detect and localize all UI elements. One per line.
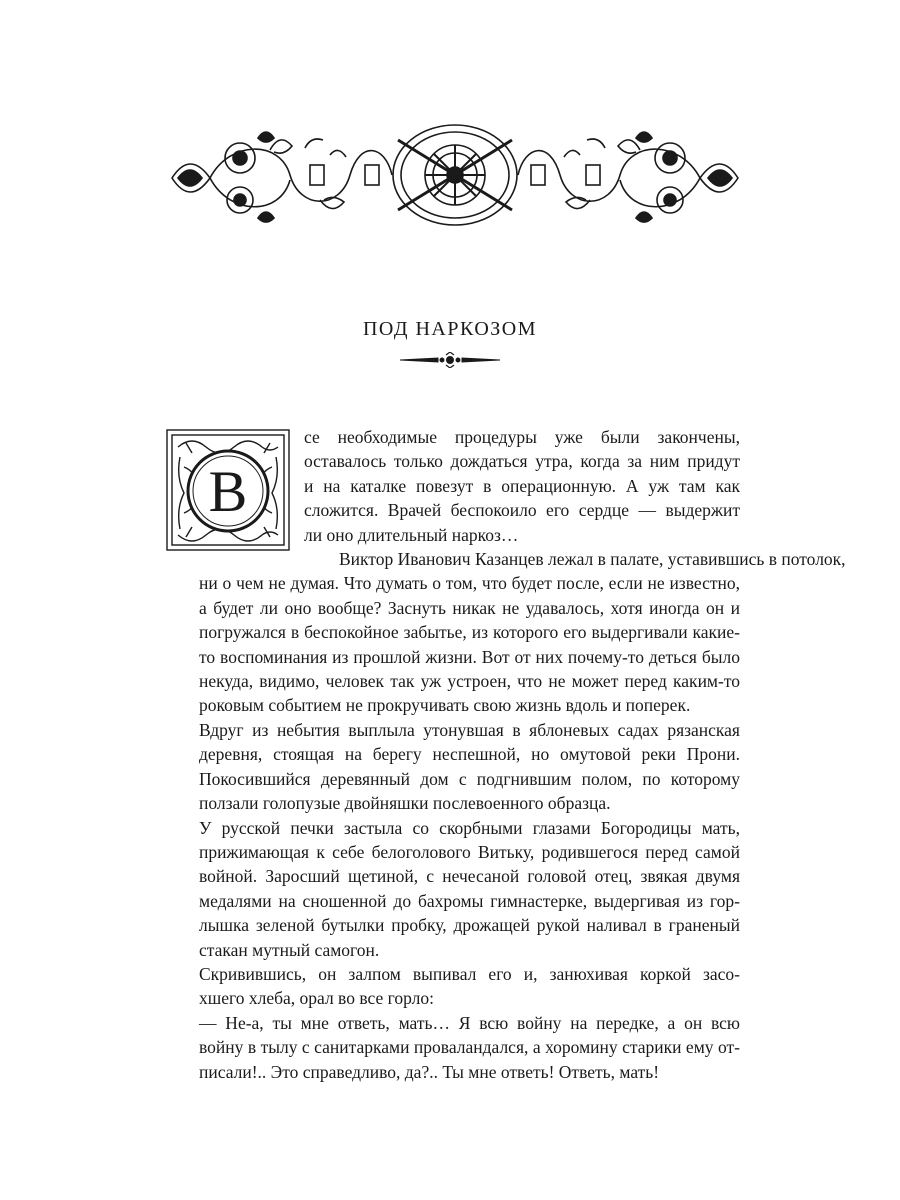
text-line: ни о чем не думая. Что думать о том, что будет после, если не известно, [199,573,740,594]
text-line: сложится. Врачей беспокоило его сердце — выдержит [304,500,740,521]
text-line: лышка зеленой бутылки пробку, дрожащей рукой наливал в граненый [199,915,740,936]
text-line: некуда, видимо, человек так уж устроен, что не может перед каким-то [199,671,740,692]
text-line: — Не-а, ты мне ответь, мать… Я всю войну на передке, а он всю [199,1012,740,1033]
text-line: ползали голопузые двойняшки послевоенного образца. [199,793,611,814]
title-flourish [398,352,502,368]
paragraph [164,718,740,816]
text-line: войной. Заросший щетиной, с нечесаной головой отец, звякая двумя [199,866,740,887]
text-line: ли оно длительный наркоз… [304,524,519,545]
text-line: прижимающая к себе белоголового Витьку, родившегося перед самой [199,841,740,862]
chapter-title: ПОД НАРКОЗОМ [362,318,538,340]
text-line: Скривившись, он залпом выпивал его и, занюхивая коркой засо- [199,963,740,984]
text-line: Покосившийся деревянный дом с подгнившим полом, по которому [199,768,740,789]
text-line: то воспоминания из прошлой жизни. Вот от них почему-то деться было [199,646,740,667]
text-line: а будет ли оно вообще? Заснуть никак не удавалось, хотя иногда он и [199,597,740,618]
text-line: оставалось только дождаться утра, когда за ним придут [304,451,740,472]
text-line: роковым событием не прокручивать свою жизнь вдоль и поперек. [199,695,691,716]
text-line: медалями на сношенной до бахромы гимнастерке, выдергивая из гор- [199,890,740,911]
text-line: писали!.. Это справедливо, да?.. Ты мне ответь! Ответь, мать! [199,1061,660,1082]
paragraph [164,962,740,1011]
paragraph [164,816,740,962]
text-line: хшего хлеба, орал во все горло: [199,988,434,1009]
text-line: деревня, стоящая на берегу неспешной, но омутовой реки Прони. [199,744,740,765]
text-line: и на каталке повезут в операционную. А уж там как [304,475,740,496]
body-text [164,425,846,1084]
header-ornament [170,120,740,230]
text-line: се необходимые процедуры уже были закончены, [304,427,740,447]
text-line: войну в тылу с санитарками проваландался, а хоромину старики ему от- [199,1037,740,1058]
text-line: Вдруг из небытия выплыла утонувшая в яблоневых садах рязанская [199,719,740,740]
text-line: Виктор Иванович Казанцев лежал в палате, уставившись в потолок, [339,549,846,570]
paragraph [164,1011,740,1084]
text-line: У русской печки застыла со скорбными глазами Богородицы мать, [199,817,740,838]
dropcap-ornament [164,427,292,553]
paragraph [164,547,846,718]
dropcap-letter: В [208,459,248,524]
text-line: стакан мутный самогон. [199,939,380,960]
text-line: погружался в беспокойное забытье, из которого его выдергивали какие- [199,622,740,643]
